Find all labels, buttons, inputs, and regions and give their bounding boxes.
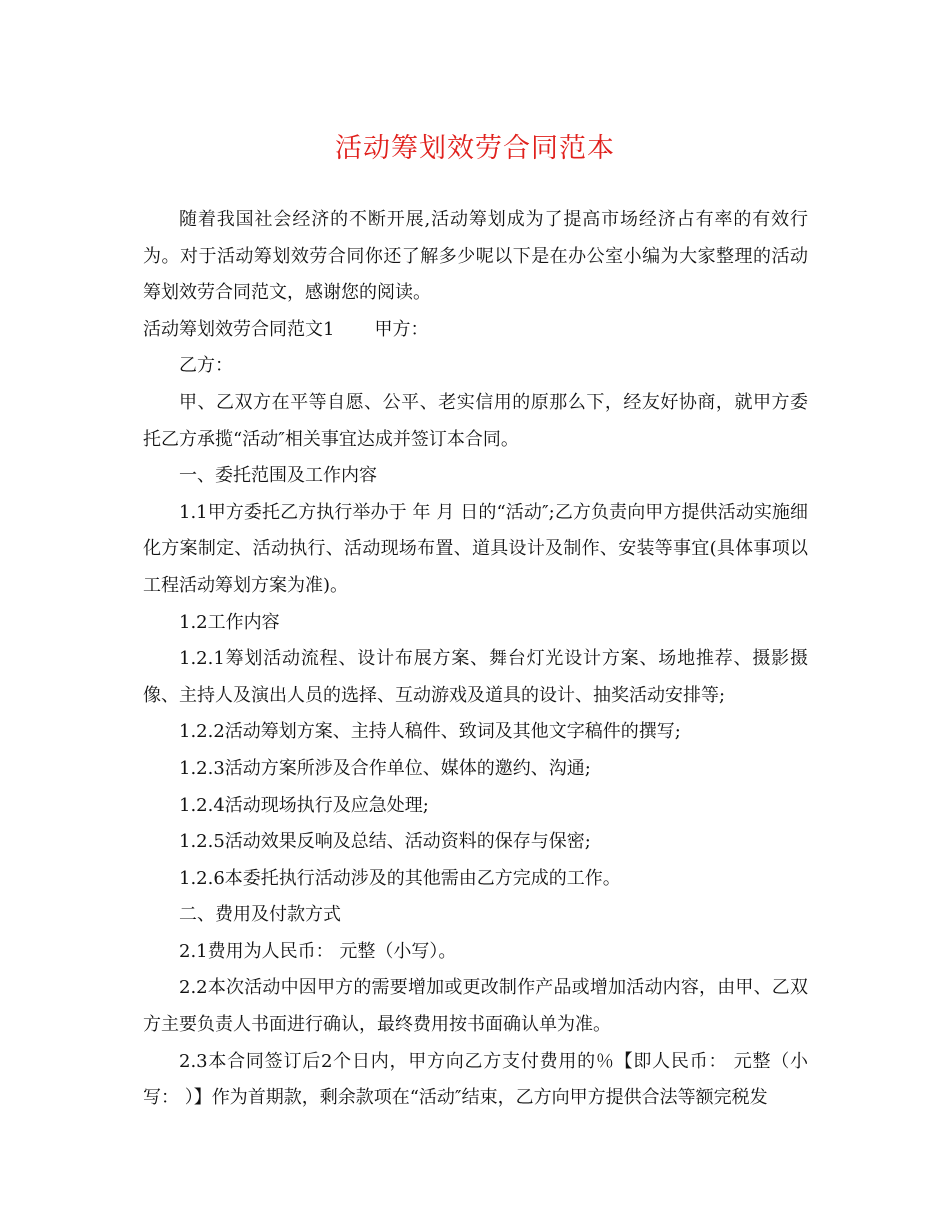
clause-1-2-3: 1.2.3活动方案所涉及合作单位、媒体的邀约、沟通; [179,757,591,779]
intro-paragraph: 随着我国社会经济的不断开展,活动筹划成为了提高市场经济占有率的有效行为。对于活动筹划效劳合同你还了解多少呢以下是在办公室小编为大家整理的活动筹划效劳合同范文，感谢您的阅读。 [143,209,808,304]
party-a-label: 甲方： [374,318,429,340]
clause-1-2-1: 1.2.1筹划活动流程、设计布展方案、舞台灯光设计方案、场地推荐、摄影摄像、主持人及演出人员的选择、互动游戏及道具的设计、抽奖活动安排等; [143,648,808,706]
section-line [143,312,808,349]
document-title: 活动筹划效劳合同范本 [335,133,615,164]
clause-1-2-5: 1.2.5活动效果反响及总结、活动资料的保存与保密; [179,831,591,853]
section-heading-2: 二、费用及付款方式 [179,904,341,926]
clause-1-2-2: 1.2.2活动筹划方案、主持人稿件、致词及其他文字稿件的撰写; [179,721,681,743]
preamble-paragraph: 甲、乙双方在平等自愿、公平、老实信用的原那么下，经友好协商，就甲方委托乙方承揽“活动″相关事宜达成并签订本合同。 [143,391,808,450]
clause-2-2: 2.2本次活动中因甲方的需要增加或更改制作产品或增加活动内容，由甲、乙双方主要负责人书面进行确认，最终费用按书面确认单为准。 [143,977,808,1036]
clause-1-2: 1.2工作内容 [179,611,280,633]
party-b-label: 乙方： [179,355,233,377]
clause-1-2-4: 1.2.4活动现场执行及应急处理; [179,794,429,816]
clause-1-1: 1.1甲方委托乙方执行举办于 年 月 日的“活动″;乙方负责向甲方提供活动实施细化方案制定、活动执行、活动现场布置、道具设计及制作、安装等事宜(具体事项以工程活动筹划方案为准)。 [143,501,808,596]
section-label: 活动筹划效劳合同范文1 [143,318,335,340]
document-body [143,202,808,1117]
section-heading-1: 一、委托范围及工作内容 [179,465,377,487]
clause-1-2-6: 1.2.6本委托执行活动涉及的其他需由乙方完成的工作。 [179,867,621,889]
clause-2-1: 2.1费用为人民币： 元整（小写）。 [179,940,457,962]
clause-2-3: 2.3本合同签订后2个日内，甲方向乙方支付费用的％【即人民币： 元整（小写： ）】作为首期款，剩余款项在“活动″结束，乙方向甲方提供合法等额完税发 [143,1050,808,1109]
